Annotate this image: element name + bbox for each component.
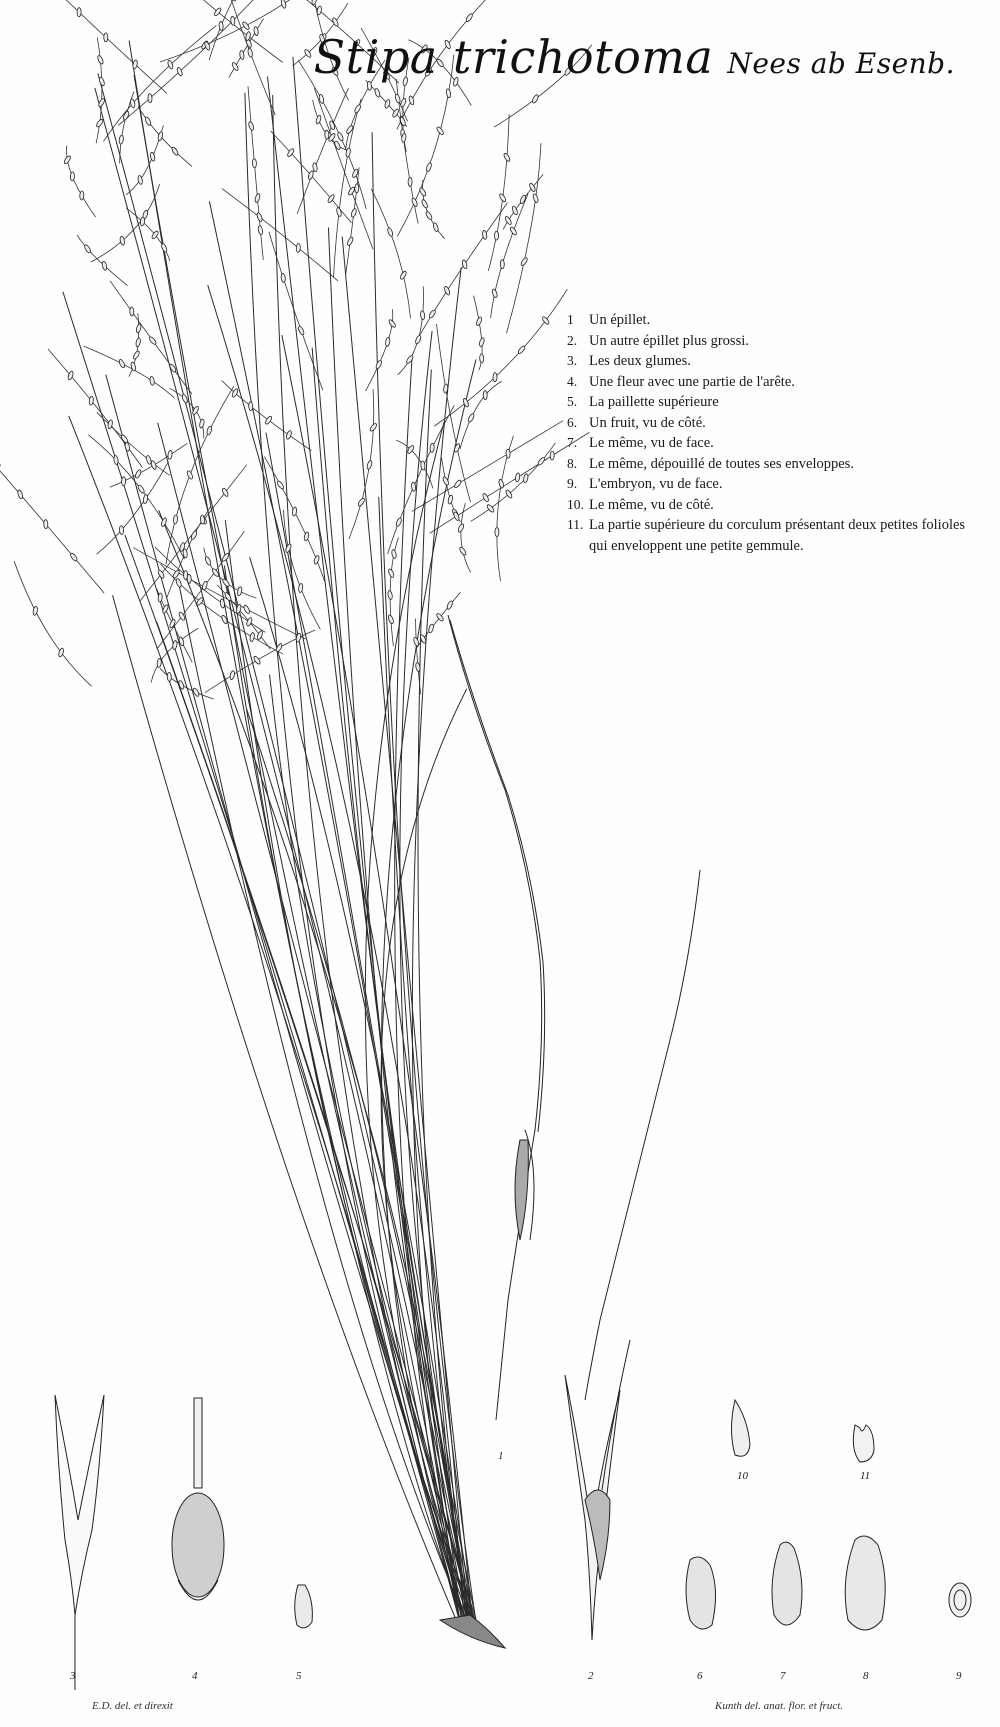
spikelet [232, 0, 237, 1]
spikelet [486, 504, 495, 513]
figure-label-7: 7 [780, 1670, 786, 1682]
panicle-branch [488, 114, 509, 271]
spikelet [84, 244, 92, 254]
spikelet [303, 532, 309, 542]
panicle-branch [506, 143, 540, 333]
panicle-branch [371, 189, 410, 318]
spikelet [420, 310, 425, 319]
spikelet [384, 99, 391, 109]
spikelet [541, 316, 550, 326]
spikelet [80, 191, 84, 200]
figure-label-2: 2 [588, 1670, 594, 1682]
spikelet [515, 473, 520, 482]
spikelet [157, 131, 163, 141]
spikelet [122, 111, 130, 121]
spikelet [130, 99, 136, 109]
panicle-branch [96, 38, 102, 144]
spikelet [457, 523, 465, 533]
spikelet [406, 355, 415, 365]
spikelet [254, 193, 261, 203]
spikelet [355, 184, 359, 193]
spikelet [186, 470, 193, 480]
panicle-branch [436, 324, 470, 502]
spikelet [462, 398, 469, 408]
panicle-branch [138, 106, 192, 166]
spikelet [167, 60, 174, 70]
spikelet [399, 116, 406, 126]
spikelet [206, 426, 212, 436]
legend-item: 6. Un fruit, vu de côté. [567, 414, 706, 431]
figure-3-glumes [55, 1395, 104, 1690]
spikelet [119, 135, 124, 144]
spikelet [346, 236, 354, 246]
spikelet [253, 655, 261, 665]
spikelet [98, 77, 105, 87]
panicle-branch [422, 180, 444, 239]
spikelet [298, 583, 303, 592]
credit-left: E.D. del. et direxit [92, 1700, 173, 1712]
figure-11-corculum [853, 1425, 874, 1462]
spikelet [388, 319, 397, 329]
legend-item: 10. Le même, vu de côté. [567, 496, 714, 513]
spikelet [97, 55, 105, 65]
spikelet [118, 359, 125, 369]
figure-label-8: 8 [863, 1670, 869, 1682]
spikelet [453, 479, 462, 489]
spikelet [285, 430, 292, 440]
spikelet [387, 614, 394, 624]
panicle-branch [461, 503, 471, 572]
figure-label-9: 9 [956, 1670, 962, 1682]
spikelet [17, 490, 23, 500]
spikelet [493, 373, 497, 382]
spikelet [504, 216, 512, 226]
spikelet [476, 316, 483, 326]
culm [113, 595, 461, 1630]
spikelet [459, 546, 467, 556]
spikelet [453, 511, 460, 521]
spikelet [400, 98, 407, 108]
spikelet [531, 94, 539, 104]
spikelet [258, 225, 264, 235]
spikelet [408, 177, 412, 186]
spikelet [140, 217, 145, 226]
spikelet [446, 88, 452, 98]
spikelet [523, 474, 529, 484]
figure-7-fruit [772, 1542, 802, 1625]
spikelet [161, 243, 168, 253]
spikelet [247, 48, 253, 58]
spikelet [252, 159, 256, 168]
spikelet [505, 489, 513, 499]
legend-item: 7. Le même, vu de face. [567, 435, 714, 451]
legend-item: 4. Une fleur avec une partie de l'arête. [567, 373, 795, 390]
spikelet [436, 126, 445, 136]
spikelet [312, 163, 318, 173]
spikelet [221, 553, 230, 563]
spikelet [354, 104, 362, 114]
figure-label-6: 6 [697, 1670, 703, 1682]
panicle-branch [491, 194, 528, 319]
spikelet [213, 7, 222, 17]
spikelet [281, 273, 286, 282]
spikelet [375, 360, 383, 370]
spikelet [357, 497, 365, 507]
spikelet [119, 236, 125, 246]
spikelet [411, 197, 418, 207]
plate-title [314, 30, 955, 84]
spikelet [498, 479, 504, 489]
spikelet [495, 528, 499, 537]
grass-culms [63, 41, 479, 1630]
spikelet [413, 637, 420, 647]
figure-label-5: 5 [296, 1670, 302, 1682]
spikelet [432, 222, 438, 232]
spikelet [506, 449, 510, 458]
panicle-branch [346, 167, 359, 273]
spikelet [63, 155, 71, 165]
spikelet [421, 199, 429, 209]
figure-label-11: 11 [860, 1470, 871, 1482]
figure-2-spikelet [565, 1340, 630, 1640]
spikelet [202, 581, 208, 591]
spikelet [199, 419, 205, 429]
spikelet [101, 261, 107, 271]
spikelet [519, 195, 526, 205]
spikelet [329, 120, 336, 130]
figure-8-fruit [845, 1536, 885, 1630]
panicle-branch [91, 184, 160, 262]
spikelet [44, 520, 48, 529]
spikelet [248, 121, 255, 131]
panicle-branch [471, 443, 556, 522]
spikelet [311, 0, 317, 5]
spikelet [369, 423, 378, 433]
panicle-branch [213, 0, 275, 115]
spikelet [532, 193, 539, 203]
spikelet [482, 493, 490, 503]
spikelet [347, 186, 355, 196]
spikelet [419, 187, 427, 197]
spikelet [491, 288, 498, 298]
spikelet [315, 115, 322, 125]
culm [395, 356, 465, 1630]
spikelet [467, 413, 475, 423]
culm [418, 369, 468, 1630]
legend-item: 8. Le même, dépouillé de toutes ses enveloppes. [567, 455, 854, 472]
spikelet [204, 556, 211, 566]
spikelet [167, 672, 171, 681]
spikelet [447, 495, 453, 505]
spikelet [136, 323, 142, 333]
spikelet [264, 415, 272, 425]
spikelet [388, 568, 395, 578]
spikelet [385, 337, 390, 346]
legend-item: 2. Un autre épillet plus grossi. [567, 332, 749, 349]
figure-5-palea [295, 1585, 313, 1628]
spikelet [520, 257, 528, 267]
spikelet [395, 517, 402, 527]
spikelet [148, 94, 152, 103]
spikelet [428, 309, 436, 319]
panicle-branch [84, 346, 174, 398]
panicle-branch [169, 0, 282, 62]
spikelet [130, 362, 136, 372]
spikelet [237, 586, 243, 596]
panicle-branch [269, 232, 323, 390]
spikelet [222, 578, 231, 588]
spikelet [499, 193, 507, 203]
spikelet [89, 396, 94, 405]
figure-label-1: 1 [498, 1450, 504, 1462]
spikelet [130, 307, 134, 316]
spikelet [509, 226, 517, 236]
spikelet [316, 6, 322, 16]
spikelet [146, 455, 152, 465]
spikelet [157, 658, 162, 667]
spikelet [480, 354, 484, 363]
spikelet [148, 336, 157, 345]
spikelet [149, 376, 154, 386]
spikelet [95, 118, 104, 128]
species-author: Nees ab Esenb. [727, 47, 955, 80]
culm-base [440, 1615, 505, 1648]
spikelet [297, 326, 305, 336]
spikelet [178, 680, 185, 690]
spikelet [503, 152, 511, 162]
spikelet [196, 597, 205, 607]
spikelet [231, 388, 239, 398]
spikelet [243, 604, 251, 614]
spikelet [453, 443, 460, 453]
species-name: Stipa trichotoma [313, 30, 714, 84]
spikelet [119, 525, 124, 534]
legend-item: 3. Les deux glumes. [567, 353, 691, 369]
spikelet [399, 270, 407, 280]
spikelet [537, 457, 546, 467]
spikelet [143, 494, 149, 504]
panicle-branch [497, 436, 514, 581]
spikelet [425, 162, 432, 172]
spikelet [494, 231, 498, 240]
spikelet [446, 600, 453, 610]
spikelet [425, 211, 433, 221]
spikelet [304, 49, 312, 59]
spikelet [285, 543, 292, 553]
spikelet [176, 67, 183, 77]
spikelet [150, 152, 156, 162]
legend-item: 5. La paillette supérieure [567, 394, 719, 410]
spikelet [144, 116, 152, 126]
spikelet [135, 337, 141, 347]
panicle-branch [166, 386, 234, 564]
spikelet [134, 469, 142, 479]
spikelet [219, 21, 224, 30]
spikelet [249, 632, 255, 642]
figure-10-embryo-side [732, 1400, 751, 1456]
spikelet [281, 0, 287, 9]
spikelet [276, 480, 285, 490]
figure-4-flower [172, 1398, 224, 1600]
spikelet [350, 208, 357, 218]
spikelet [242, 21, 251, 31]
spikelet [104, 33, 108, 42]
spikelet [224, 592, 232, 602]
panicle-branch [460, 381, 502, 449]
spikelet [77, 8, 81, 17]
figure-9-embryo [949, 1583, 971, 1617]
spikelet [167, 450, 172, 459]
spikelet [307, 170, 314, 180]
spikelet [366, 460, 373, 470]
legend-item: 1 Un épillet. [567, 312, 651, 328]
spikelet [245, 31, 251, 41]
spikelet [387, 590, 393, 600]
spikelet [256, 212, 263, 222]
spikelet [428, 624, 434, 634]
spikelet [172, 569, 180, 579]
figure-legend [567, 310, 987, 556]
culm [129, 41, 468, 1630]
spikelet [70, 172, 74, 181]
figure-label-10: 10 [737, 1470, 748, 1482]
figure-label-4: 4 [192, 1670, 198, 1682]
spikelet [517, 345, 526, 355]
spikelet [113, 455, 118, 464]
figure-label-3: 3 [70, 1670, 76, 1682]
spikelet [500, 260, 504, 269]
spikelet [230, 16, 235, 25]
spikelet [550, 451, 554, 460]
spikelet [465, 13, 473, 23]
panicle-branch [314, 88, 373, 249]
spikelet [430, 443, 435, 452]
spikelet [171, 146, 179, 156]
spikelet [162, 604, 169, 614]
spikelet [229, 670, 235, 680]
spikelet [374, 88, 381, 98]
spikelet [121, 477, 125, 486]
spikelet [313, 555, 320, 565]
panicle-branches [0, 0, 592, 699]
spikelet [248, 402, 253, 411]
credit-right: Kunth del. anat. flor. et fruct. [715, 1700, 844, 1712]
spikelet [325, 130, 329, 139]
spikelet [158, 593, 163, 602]
spikelet [175, 578, 182, 588]
panicle-branch [14, 561, 91, 686]
figure-6-fruit [686, 1557, 716, 1629]
spikelet [296, 243, 300, 252]
spikelet [483, 391, 487, 400]
spikelet [394, 94, 401, 104]
spikelet [204, 41, 211, 51]
spikelet [173, 515, 178, 524]
spikelet [69, 552, 78, 562]
spikelet [391, 549, 397, 559]
spikelet [132, 60, 138, 70]
figure-1-spikelet [448, 615, 700, 1420]
spikelet [132, 350, 140, 360]
legend-item: 9. L'embryon, vu de face. [567, 476, 723, 492]
panicle-branch [66, 146, 95, 217]
spikelet [336, 207, 342, 217]
spikelet [479, 337, 485, 347]
spikelets [0, 0, 572, 697]
legend-item: 11. La partie supérieure du corculum présentant deux petites folioles qui enveloppent une petite gemmule. [567, 517, 966, 554]
spikelet [187, 574, 191, 583]
panicle-branch [97, 412, 170, 475]
spikelet [231, 62, 239, 72]
spikelet [387, 227, 394, 237]
spikelet [415, 335, 422, 345]
spikelet [337, 132, 345, 142]
